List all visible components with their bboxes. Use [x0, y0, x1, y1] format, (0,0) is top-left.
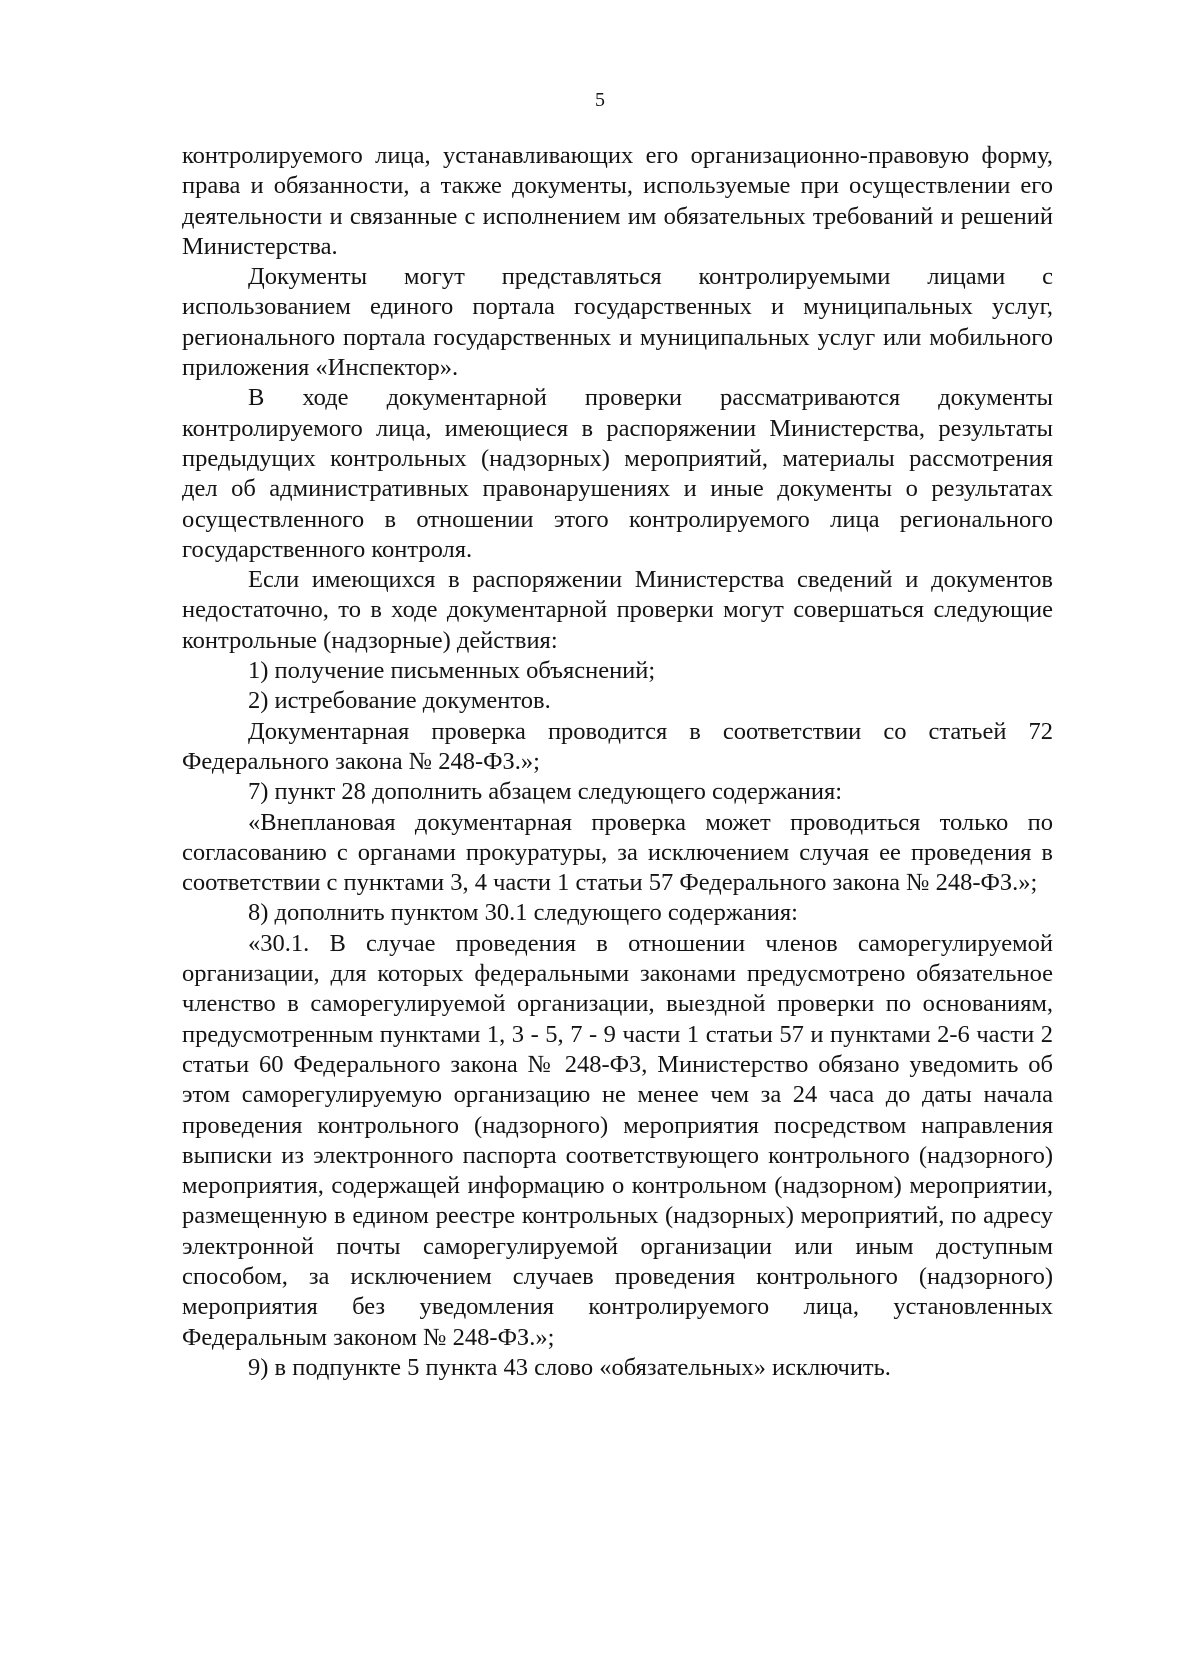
list-item-written-explanations: 1) получение письменных объяснений;: [248, 657, 656, 685]
paragraph-article-72: Документарная проверка проводится в соответствии со статьей 72 Федерального закона № 248-ФЗ.»;: [182, 717, 1053, 775]
amendment-item-7: 7) пункт 28 дополнить абзацем следующего содержания:: [248, 778, 843, 806]
paragraph-continuation: контролируемого лица, устанавливающих его организационно-правовую форму, права и обязанности, а также документы, используемые при осуществлении его деятельности и связанные с исполнением им обязательных требований и решений Министерства.: [182, 142, 1053, 260]
paragraph-insufficient-documents: Если имеющихся в распоряжении Министерства сведений и документов недостаточно, то в ходе документарной проверки могут совершаться следующие контрольные (надзорные) действия:: [182, 566, 1053, 654]
amendment-item-9: 9) в подпункте 5 пункта 43 слово «обязательных» исключить.: [248, 1353, 891, 1381]
page-number: 5: [595, 89, 605, 111]
paragraph-30-1: «30.1. В случае проведения в отношении членов саморегулируемой организации, для которых федеральными законами предусмотрено обязательное членство в саморегулируемой организации, выездной проверки по основаниям, предусмотренным пунктами 1, 3 - 5, 7 - 9 части 1 статьи 57 и пунктами 2-6 части 2 статьи 60 Федерального закона № 248-ФЗ, Министерство обязано уведомить об этом саморегулируемую организацию не менее чем за 24 часа до даты начала проведения контрольного (надзорного) мероприятия посредством направления выписки из электронного паспорта соответствующего контрольного (надзорного) мероприятия, содержащей информацию о контрольном (надзорном) мероприятии, размещенную в едином реестре контрольных (надзорных) мероприятий, по адресу электронной почты саморегулируемой организации или иным доступным способом, за исключением случаев проведения контрольного (надзорного) мероприятия без уведомления контролируемого лица, установленных Федеральным законом № 248-ФЗ.»;: [182, 929, 1053, 1351]
paragraph-documents-reviewed: В ходе документарной проверки рассматриваются документы контролируемого лица, имеющиеся в распоряжении Министерства, результаты предыдущих контрольных (надзорных) мероприятий, материалы рассмотрения дел об административных правонарушениях и иные документы о результатах осуществленного в отношении этого контролируемого лица регионального государственного контроля.: [182, 384, 1053, 563]
document-body: [182, 141, 1053, 1383]
amendment-item-8: 8) дополнить пунктом 30.1 следующего содержания:: [248, 899, 798, 927]
paragraph-documents-submission: Документы могут представляться контролируемыми лицами с использованием единого портала государственных и муниципальных услуг, регионального портала государственных и муниципальных услуг или мобильного приложения «Инспектор».: [182, 263, 1053, 382]
paragraph-unscheduled-inspection: «Внеплановая документарная проверка может проводиться только по согласованию с органами прокуратуры, за исключением случая ее проведения в соответствии с пунктами 3, 4 части 1 статьи 57 Федерального закона № 248-ФЗ.»;: [182, 808, 1053, 897]
list-item-document-request: 2) истребование документов.: [248, 687, 551, 715]
